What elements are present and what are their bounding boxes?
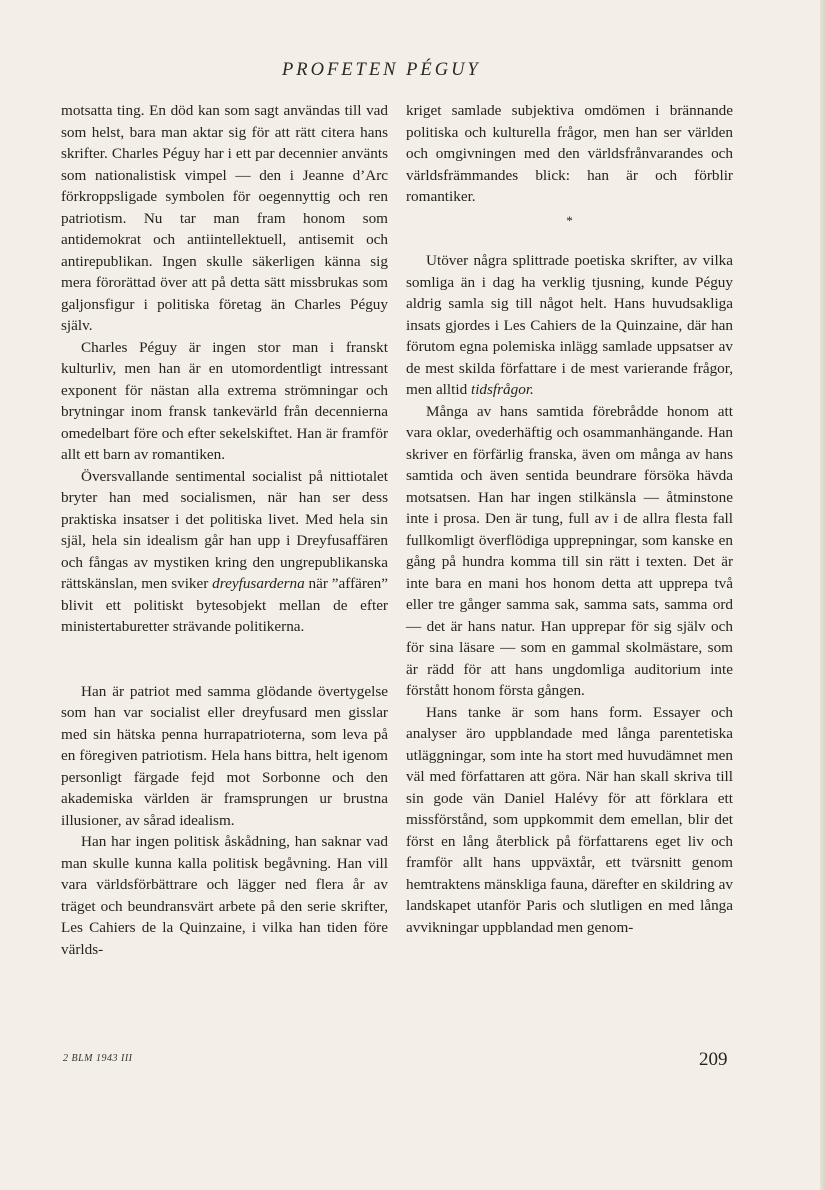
paragraph: [61, 466, 388, 638]
left-column: [61, 100, 388, 960]
paragraph: Han är patriot med samma glödande övertygelse som han var socialist eller dreyfusard men gisslar med sin hätska penna hurrapatrioterna, som leva på en föregiven patriotism. Hela hans bittra, helt igenom personligt färgade fejd mot Sorbonne och den akademiska världen är framsprungen ur brustna illusioner, av sårad idealism.: [61, 682, 388, 829]
printer-signature: 2 BLM 1943 III: [63, 1053, 133, 1064]
section-separator: *: [566, 212, 573, 228]
italic-term: dreyfusarderna: [212, 575, 305, 592]
section-gap: [61, 638, 388, 660]
paragraph: Han har ingen politisk åskådning, han saknar vad man skulle kunna kalla politisk begåvning. Han vill vara världsförbättrare och lägger ned flera år av träget och beundransvärt arbete på den serie skrifter, Les Cahiers de la Quinzaine, i vilka han tiden före världs-: [61, 833, 388, 958]
paragraph: Många av hans samtida förebrådde honom att vara oklar, ovederhäftig och osammanhängande. Han skriver en förfärlig franska, även om många av hans samtida och även sentida beundrare försöka hävda motsatsen. Han har ingen stilkänsla — åtminstone inte i prosa. Den är tung, full av i de allra flesta fall fullkomligt överflödiga upprepningar, som kanske en gång på hundra komma till sin rätt i texten. Det är inte bara en mani hos honom detta att upprepa två eller tre gånger samma sak, samma sats, samma ord — det är hans natur. Han upprepar för sig själv och för sina läsare — som en gammal skolmästare, som är rädd för att hans ungdomliga auditorium inte förstått honom första gången.: [406, 402, 733, 699]
text-run: när ”affären” blivit ett politiskt bytesobjekt mellan de efter ministertaburetter strävande politikerna.: [61, 575, 388, 635]
page-edge: [820, 0, 826, 1190]
text-run: Översvallande sentimental socialist på nittiotalet bryter han med socialismen, när han ser dess praktiska insatser i det politiska livet. Med hela sin själ, hela sin idealism går han upp i Dreyfusaffären och fångas av mystiken kring den ungrepublikanska rättskänslan, men sviker: [61, 467, 388, 592]
section-gap: [61, 659, 388, 681]
paragraph: kriget samlade subjektiva omdömen i brännande politiska och kulturella frågor, men han ser världen och omgivningen med den världsfrånvarandes och världsfrämmandes blick: han är och förblir romantiker.: [406, 102, 733, 205]
paragraph: Hans tanke är som hans form. Essayer och analyser äro uppblandade med långa parentetiska utläggningar, som inte ha stort med huvudämnet men väl med författaren att göra. När han skall skriva till sin gode vän Daniel Halévy för att förklara ett missförstånd, som uppkommit dem emellan, blir det först en lång återblick på författarens eget liv och framför allt hans uppväxtår, ett tvärsnitt genom hemtraktens mänskliga fauna, därefter en skildring av landskapet utanför Paris och slutligen en med långa avvikningar uppblandad men genom-: [406, 703, 733, 936]
page-number: 209: [699, 1049, 728, 1070]
running-title: PROFETEN PÉGUY: [282, 60, 481, 80]
paragraph: Charles Péguy är ingen stor man i franskt kulturliv, men han är en utomordentligt intressant exponent för nästan alla extrema strömningar och brytningar inom fransk tankevärld från decennierna omedelbart före och efter sekelskiftet. Han är framför allt ett barn av romantiken.: [61, 338, 388, 463]
right-column: [406, 100, 733, 938]
paragraph: motsatta ting. En död kan som sagt användas till vad som helst, bara man aktar sig för att rätt citera hans skrifter. Charles Péguy har i ett par decennier använts som nationalistisk vimpel — den i Jeanne d’Arc förkroppsligade symbolen för oegennyttig och ren patriotism. Nu tar man fram honom som antidemokrat och antiintellektuell, antisemit och antirepublikan. Ingen skulle säkerligen känna sig mera förorättad över att på detta sätt missbrukas som galjonsfigur i politiska företag än Charles Péguy själv.: [61, 102, 388, 334]
text-run: Utöver några splittrade poetiska skrifter, av vilka somliga än i dag ha verklig tjusning, kunde Péguy aldrig samla sig till något helt. Hans huvudsakliga insats gjordes i Les Cahiers de la Quinzaine, där han förutom egna polemiska inlägg samlade uppsatser av de mest skilda författare i de mest varierande frågor, men alltid: [406, 252, 733, 398]
italic-term: tidsfrågor.: [470, 381, 534, 398]
paragraph: [406, 250, 733, 401]
